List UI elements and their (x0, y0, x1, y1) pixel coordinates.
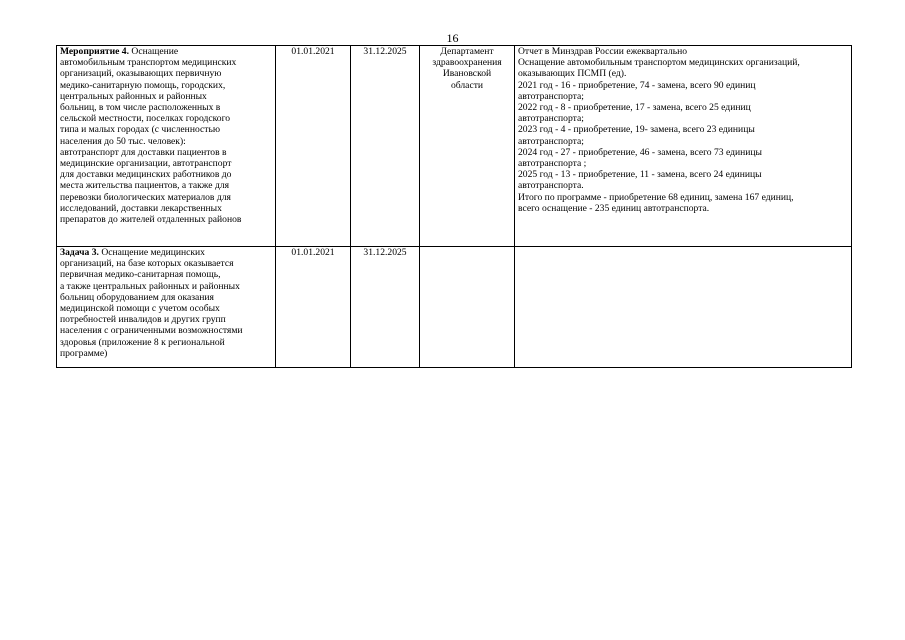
table-row-task-3 (57, 247, 852, 368)
item-text: здоровья (приложение 8 к региональной (60, 336, 225, 348)
item-text: препаратов до жителей отдаленных районов (60, 214, 242, 226)
item-text: населения с ограниченными возможностями (60, 325, 243, 337)
item-text: типа и малых городах (с численностью (60, 124, 220, 136)
cell-end-date: 31.12.2025 (351, 46, 420, 247)
text-line: 2021 год - 16 - приобретение, 74 - замена, всего 90 единиц (518, 79, 756, 91)
item-text: автомобильным транспортом медицинских (60, 57, 237, 69)
text-line: автотранспорта; (518, 90, 584, 102)
cell-name (57, 247, 276, 368)
text-line (60, 269, 272, 280)
text-line (60, 348, 272, 359)
cell-end-date: 31.12.2025 (351, 247, 420, 368)
cell-result (515, 46, 852, 247)
item-text: автотранспорт для доставки пациентов в (60, 146, 227, 158)
cell-executor (420, 46, 515, 247)
text-line (60, 113, 272, 124)
item-text: программе) (60, 347, 108, 359)
text-line: автотранспорта ; (518, 158, 587, 170)
item-text: а также центральных районных и районных (60, 280, 240, 292)
item-text: больниц оборудованием для оказания (60, 291, 214, 303)
cell-result (515, 247, 852, 368)
item-text: населения до 50 тыс. человек): (60, 135, 186, 147)
item-text: для доставки медицинских работников до (60, 169, 232, 181)
cell-name (57, 46, 276, 247)
text-line (60, 46, 272, 57)
item-text: места жительства пациентов, а также для (60, 180, 230, 192)
text-line (60, 91, 272, 102)
text-line: автотранспорта; (518, 113, 584, 125)
text-line (60, 169, 272, 180)
text-line: Отчет в Минздрав России ежеквартально (518, 46, 688, 57)
cell-executor (420, 247, 515, 368)
text-line (60, 147, 272, 158)
item-text: медико-санитарную помощь, городских, (60, 79, 226, 91)
item-text: Оснащение медицинских (98, 247, 205, 258)
text-line (60, 337, 272, 348)
item-text: первичная медико-санитарная помощь, (60, 269, 221, 281)
text-line (60, 68, 272, 79)
text-line (60, 180, 272, 191)
text-line (60, 247, 272, 258)
text-line (60, 258, 272, 269)
text-line: Департамент (440, 46, 494, 57)
item-heading: Задача 3. (60, 247, 99, 258)
plan-table (56, 45, 852, 368)
item-text: медицинской помощи с учетом особых (60, 303, 220, 315)
item-text: исследований, доставки лекарственных (60, 202, 222, 214)
text-line (60, 314, 272, 325)
text-line: здравоохранения (432, 57, 502, 69)
text-line: области (450, 79, 484, 91)
item-text: центральных районных и районных (60, 90, 207, 102)
item-text: больниц, в том числе расположенных в (60, 102, 221, 114)
item-text: медицинские организации, автотранспорт (60, 158, 232, 170)
text-line (60, 214, 272, 225)
text-line: автотранспорта. (518, 180, 584, 192)
item-text: организаций, на базе которых оказывается (60, 258, 234, 270)
text-line (60, 124, 272, 135)
table-row-measure-4 (57, 46, 852, 247)
text-line (60, 102, 272, 113)
item-text: перевозки биологических материалов для (60, 191, 231, 203)
text-line: 2022 год - 8 - приобретение, 17 - замена, всего 25 единиц (518, 102, 751, 114)
item-text: сельской местности, поселках городского (60, 113, 231, 125)
text-line: Итого по программе - приобретение 68 единиц, замена 167 единиц, (518, 191, 794, 203)
text-line (60, 80, 272, 91)
text-line: Ивановской (442, 68, 492, 80)
cell-start-date: 01.01.2021 (276, 247, 351, 368)
text-line: Оснащение автомобильным транспортом медицинских организаций, (518, 57, 800, 69)
text-line: 2024 год - 27 - приобретение, 46 - замена, всего 73 единицы (518, 146, 762, 158)
text-line (60, 192, 272, 203)
text-line (60, 281, 272, 292)
cell-start-date: 01.01.2021 (276, 46, 351, 247)
text-line (60, 203, 272, 214)
text-line (60, 136, 272, 147)
text-line: всего оснащение - 235 единиц автотранспорта. (518, 202, 710, 214)
text-line: автотранспорта; (518, 135, 584, 147)
text-line: 2023 год - 4 - приобретение, 19- замена, всего 23 единицы (518, 124, 755, 136)
text-line (60, 325, 272, 336)
text-line: оказывающих ПСМП (ед). (518, 68, 627, 80)
item-text: Оснащение (129, 46, 179, 57)
text-line (60, 57, 272, 68)
text-line (60, 158, 272, 169)
item-heading: Мероприятие 4. (60, 46, 129, 57)
text-line: 2025 год - 13 - приобретение, 11 - замена, всего 24 единицы (518, 169, 762, 181)
text-line (60, 303, 272, 314)
text-line (60, 292, 272, 303)
page-number: 16 (446, 31, 459, 45)
item-text: потребностей инвалидов и других групп (60, 314, 226, 326)
item-text: организаций, оказывающих первичную (60, 68, 222, 80)
plan-table-body (57, 46, 852, 368)
